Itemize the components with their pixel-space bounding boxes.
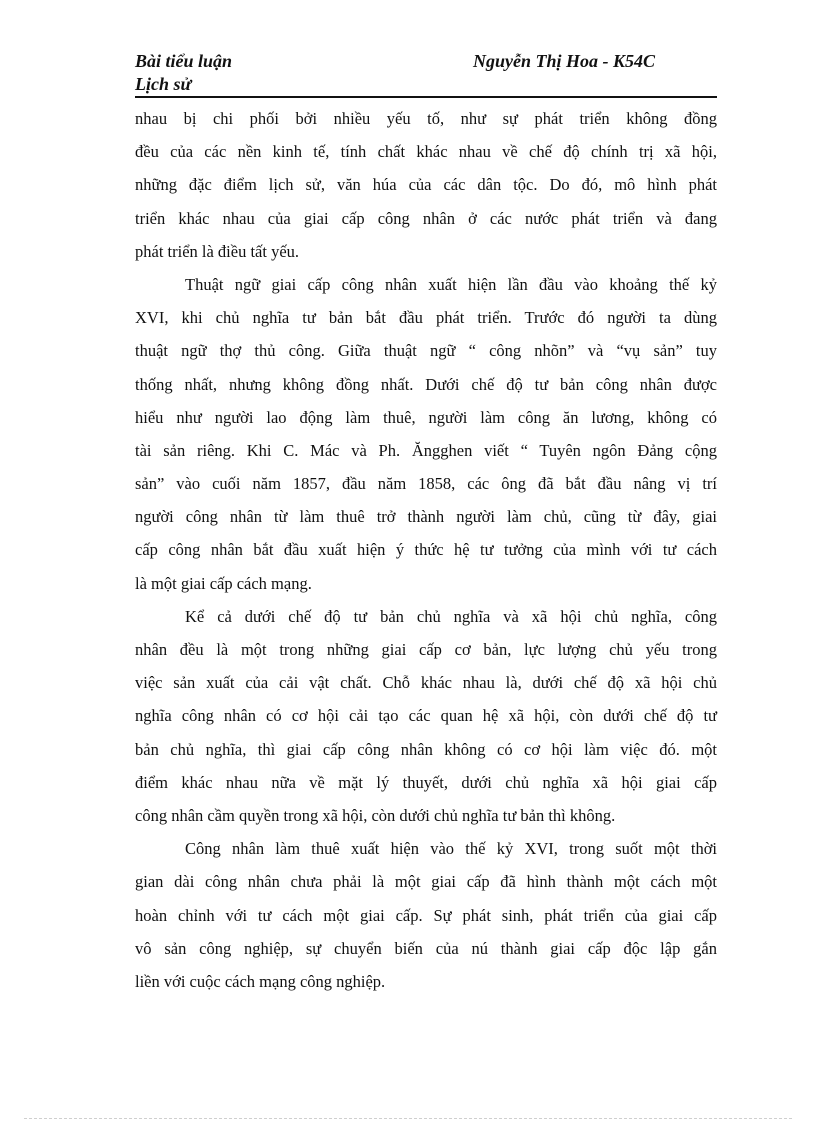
text-line: đều của các nền kinh tế, tính chất khác nhau về chế độ chính trị xã hội, [135, 142, 717, 162]
text-line: người công nhân từ làm thuê trở thành người làm chủ, cũng từ đây, giai [135, 507, 717, 527]
header-title: Bài tiểu luận [135, 51, 233, 71]
text-line: liền với cuộc cách mạng công nghiệp. [135, 971, 386, 991]
text-line: cấp công nhân bắt đầu xuất hiện ý thức hệ tư tưởng của mình với tư cách [135, 540, 717, 560]
text-line: điểm khác nhau nữa về mặt lý thuyết, dưới chủ nghĩa xã hội giai cấp [135, 772, 717, 792]
text-line: thống nhất, nhưng không đồng nhất. Dưới chế độ tư bản công nhân được [135, 374, 717, 394]
paragraph [135, 600, 717, 832]
text-line: XVI, khi chủ nghĩa tư bản bắt đầu phát triển. Trước đó người ta dùng [135, 308, 717, 328]
header-subject: Lịch sử [135, 74, 192, 94]
text-line: sản” vào cuối năm 1857, đầu năm 1858, các ông đã bắt đầu nâng vị trí [135, 474, 717, 494]
text-line: Công nhân làm thuê xuất hiện vào thế kỷ XVI, trong suốt một thời [185, 839, 717, 859]
text-line: nghĩa công nhân có cơ hội cải tạo các quan hệ xã hội, còn dưới chế độ tư [135, 706, 717, 726]
text-line: tài sản riêng. Khi C. Mác và Ph. Ăngghen viết “ Tuyên ngôn Đảng cộng [135, 440, 717, 460]
text-line: bản chủ nghĩa, thì giai cấp công nhân không có cơ hội làm việc đó. một [135, 739, 717, 759]
text-line: vô sản công nghiệp, sự chuyển biến của nú thành giai cấp độc lập gắn [135, 938, 717, 958]
paragraph [135, 102, 717, 268]
text-line: những đặc điểm lịch sử, văn húa của các dân tộc. Do đó, mô hình phát [135, 175, 717, 195]
text-line: là một giai cấp cách mạng. [135, 573, 312, 593]
footer-divider [24, 1118, 792, 1119]
header-divider [135, 96, 717, 98]
text-line: gian dài công nhân chưa phải là một giai cấp đã hình thành một cách một [135, 872, 717, 892]
body-text [135, 102, 717, 998]
paragraph [135, 832, 717, 998]
text-line: công nhân cầm quyền trong xã hội, còn dưới chủ nghĩa tư bản thì không. [135, 805, 616, 825]
text-line: Kể cả dưới chế độ tư bản chủ nghĩa và xã hội chủ nghĩa, công [185, 606, 717, 626]
text-line: nhau bị chi phối bởi nhiều yếu tố, như sự phát triển không đồng [135, 109, 717, 128]
text-line: phát triển là điều tất yếu. [135, 241, 300, 261]
text-line: nhân đều là một trong những giai cấp cơ bản, lực lượng chủ yếu trong [135, 640, 717, 659]
text-line: Thuật ngữ giai cấp công nhân xuất hiện lần đầu vào khoảng thế kỷ [185, 274, 717, 294]
header-author: Nguyễn Thị Hoa - K54C [473, 51, 656, 71]
text-line: việc sản xuất của cải vật chất. Chỗ khác nhau là, dưới chế độ xã hội chủ [135, 673, 717, 693]
header-left [135, 50, 232, 96]
paragraph [135, 268, 717, 600]
text-line: hoàn chỉnh với tư cách một giai cấp. Sự phát sinh, phát triển của giai cấp [135, 905, 717, 925]
text-line: thuật ngữ thợ thủ công. Giữa thuật ngữ “ công nhõn” và “vụ sản” tuy [135, 341, 717, 361]
text-line: hiểu như người lao động làm thuê, người làm công ăn lương, không có [135, 407, 717, 427]
text-line: triển khác nhau của giai cấp công nhân ở các nước phát triển và đang [135, 208, 717, 228]
